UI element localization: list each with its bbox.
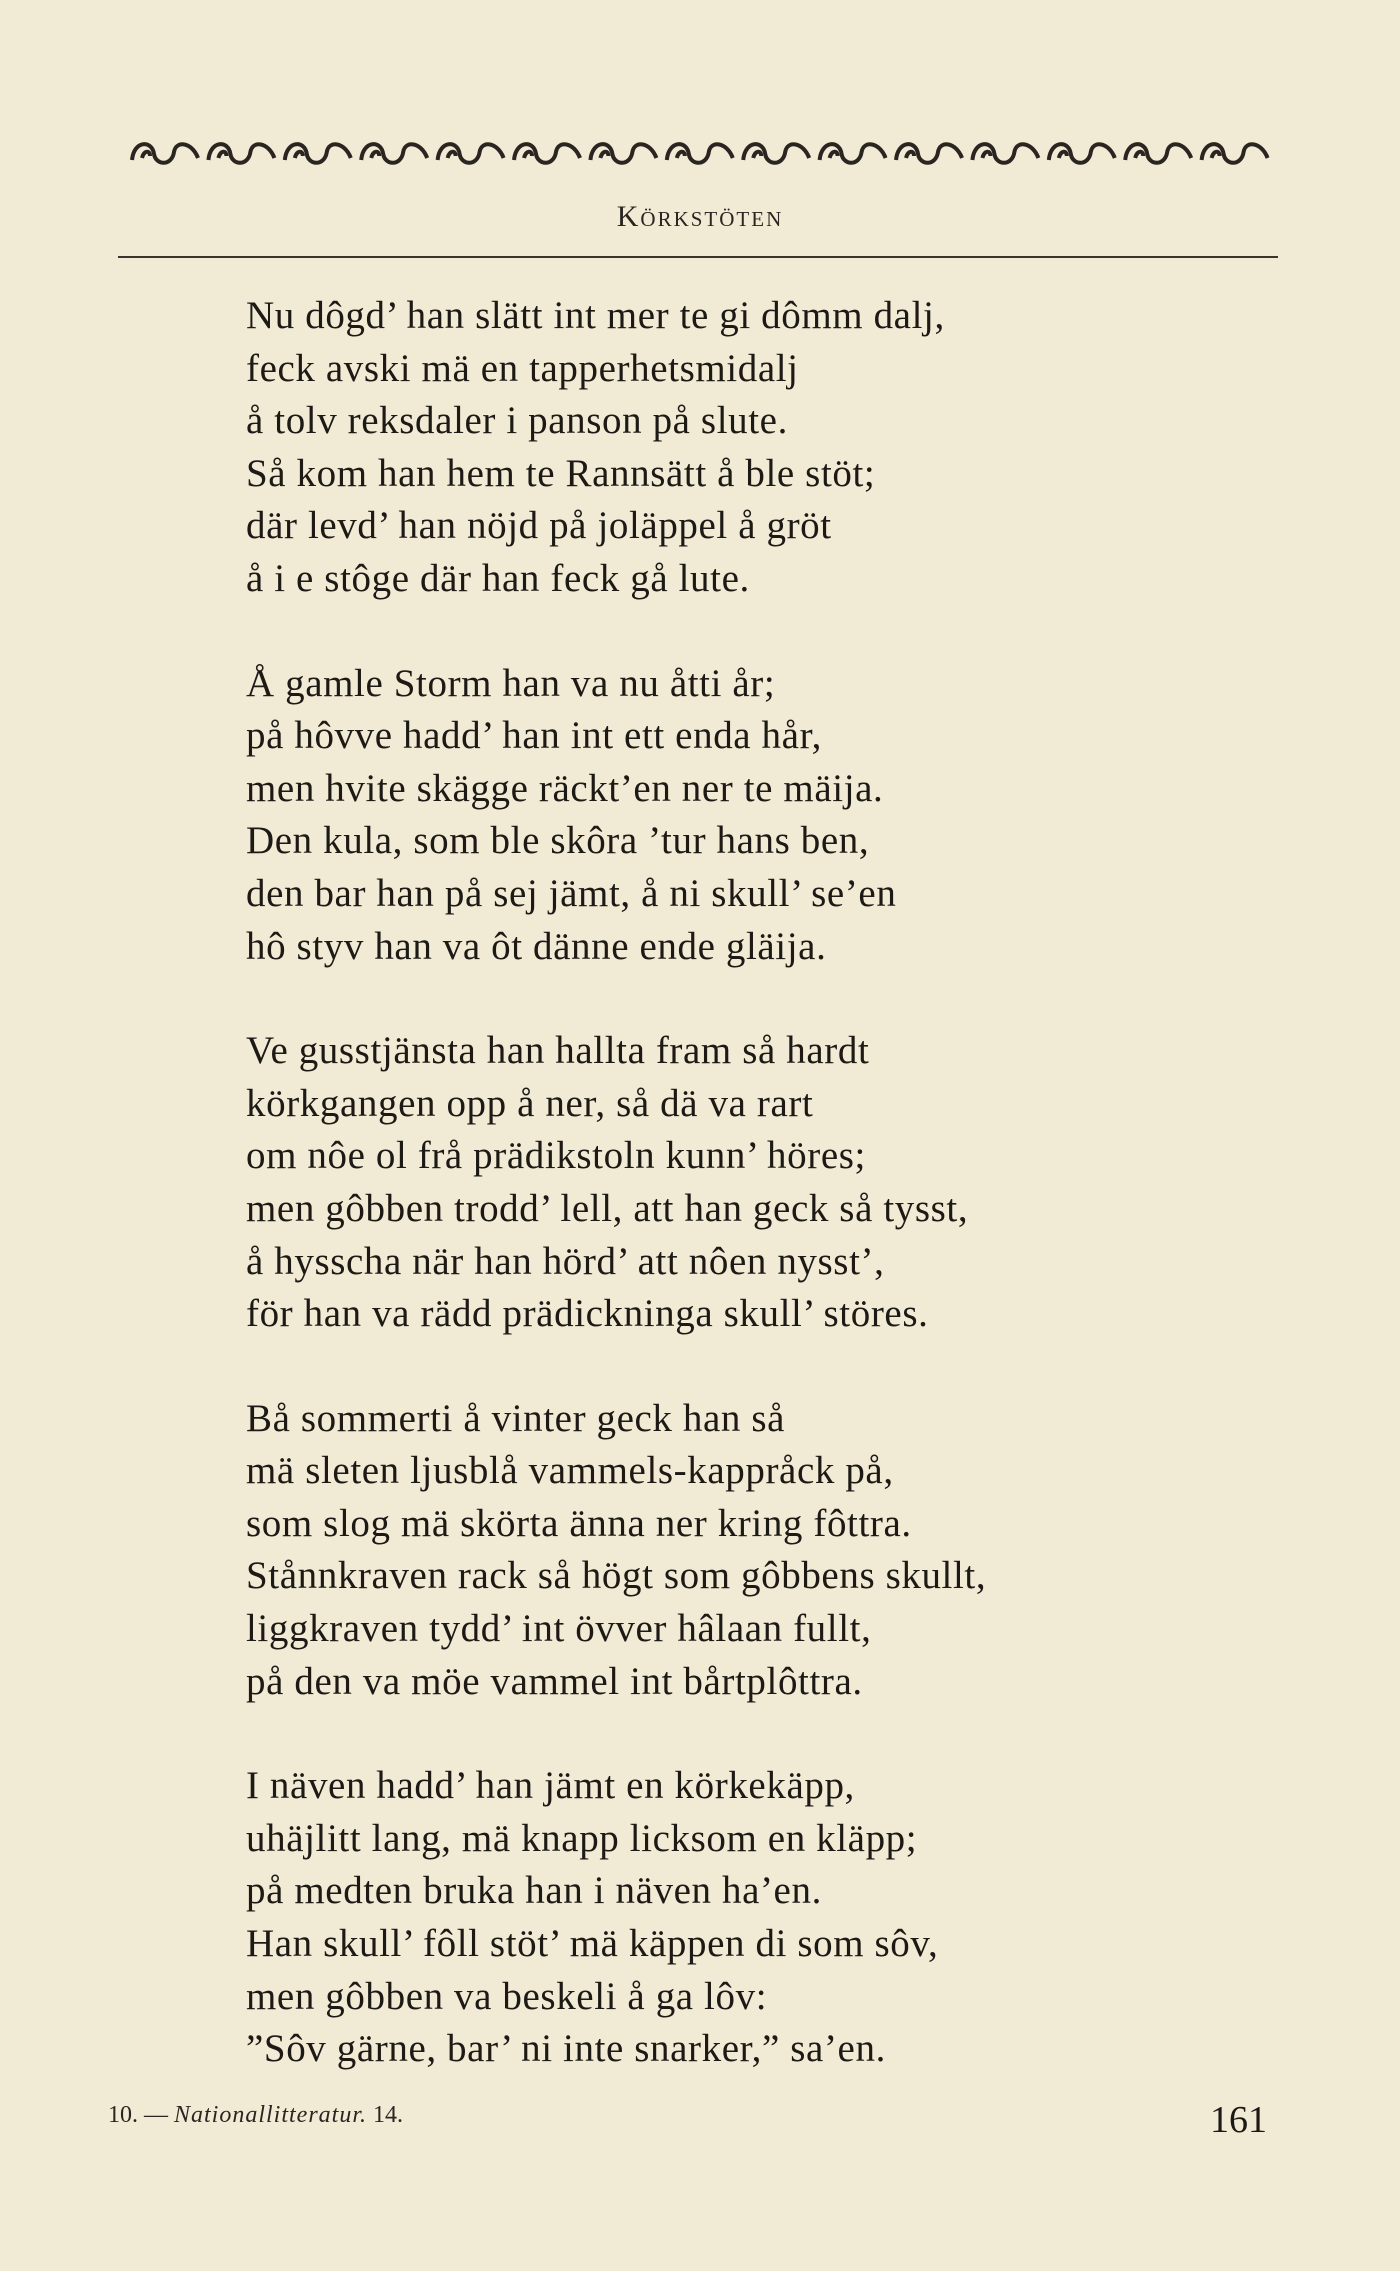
scroll-motif [132, 144, 198, 163]
printer-signature [108, 2102, 403, 2129]
poem-line: som slog mä skörta änna ner kring fôttra. [246, 1501, 912, 1545]
poem-line: Så kom han hem te Rannsätt å ble stöt; [246, 451, 876, 495]
poem-line: å tolv reksdaler i panson på slute. [246, 399, 788, 443]
signature-dash: — [144, 2102, 168, 2128]
scroll-motif [743, 144, 809, 163]
scroll-motif [285, 144, 351, 163]
scroll-motif [361, 144, 427, 163]
scroll-motif [514, 144, 580, 163]
poem-line: å i e stôge där han feck gå lute. [246, 556, 750, 600]
poem-line: Ve gusstjänsta han hallta fram så hardt [246, 1029, 870, 1073]
poem-line: feck avski mä en tapperhetsmidalj [246, 346, 799, 390]
poem-line: men hvite skägge räckt’en ner te mäija. [246, 766, 884, 810]
poem-line: ”Sôv gärne, bar’ ni inte snarker,” sa’en. [246, 2027, 886, 2071]
poem-line: men gôbben trodd’ lell, att han geck så tysst, [246, 1186, 969, 1230]
stanza [246, 658, 1246, 974]
stanza [246, 1760, 1246, 2076]
scroll-motif [896, 144, 962, 163]
page-number: 161 [1210, 2099, 1267, 2141]
stanza [246, 1025, 1246, 1341]
scroll-motif [820, 144, 886, 163]
poem-line: för han va rädd prädickninga skull’ störes. [246, 1292, 929, 1336]
poem-line: där levd’ han nöjd på joläppel å gröt [246, 504, 832, 548]
poem-line: uhäjlitt lang, mä knapp licksom en kläpp; [246, 1816, 918, 1860]
poem-line: Bå sommerti å vinter geck han så [246, 1396, 786, 1440]
scroll-motif [1202, 144, 1268, 163]
poem-line: Nu dôgd’ han slätt int mer te gi dômm dalj, [246, 294, 945, 337]
poem-line: I näven hadd’ han jämt en körkekäpp, [246, 1764, 855, 1808]
poem-line: på den va möe vammel int bårtplôttra. [246, 1659, 863, 1703]
scroll-motif [590, 144, 656, 163]
poem-line: Å gamle Storm han va nu åtti år; [246, 661, 776, 705]
poem-line: liggkraven tydd’ int övver hâlaan fullt, [246, 1607, 872, 1651]
poem-body [246, 290, 1246, 2128]
poem-line: Han skull’ fôll stöt’ mä käppen di som sôv, [246, 1922, 939, 1966]
signature-number: 10. [108, 2102, 138, 2128]
poem-line: på hôvve hadd’ han int ett enda hår, [246, 714, 822, 758]
poem-line: hô styv han va ôt dänne ende gläija. [246, 924, 827, 968]
poem-line: mä sleten ljusblå vammels-kappråck på, [246, 1449, 894, 1493]
poem-line: Den kula, som ble skôra ’tur hans ben, [246, 819, 870, 863]
signature-volume: 14. [373, 2102, 404, 2128]
poem-line: å hysscha när han hörd’ att nôen nysst’, [246, 1239, 885, 1283]
poem-line: på medten bruka han i näven ha’en. [246, 1869, 822, 1913]
poem-line: om nôe ol frå prädikstoln kunn’ höres; [246, 1134, 866, 1178]
poem-line: körkgangen opp å ner, så dä va rart [246, 1081, 814, 1125]
header-rule [118, 256, 1278, 258]
poem-line: Stånnkraven rack så högt som gôbbens skullt, [246, 1554, 987, 1598]
scroll-motif [667, 144, 733, 163]
signature-title: Nationallitteratur. [174, 2102, 368, 2128]
stanza [246, 1393, 1246, 1709]
scroll-motif [438, 144, 504, 163]
poem-line: men gôbben va beskeli å ga lôv: [246, 1974, 768, 2018]
running-title: Körkstöten [616, 200, 784, 233]
scroll-motif [972, 144, 1038, 163]
scroll-motif [1049, 144, 1115, 163]
scroll-motif [1125, 144, 1191, 163]
poem-line: den bar han på sej jämt, å ni skull’ se’en [246, 871, 897, 915]
decorative-band-ornament [128, 132, 1274, 174]
stanza [246, 290, 1246, 606]
scroll-motif [208, 144, 274, 163]
